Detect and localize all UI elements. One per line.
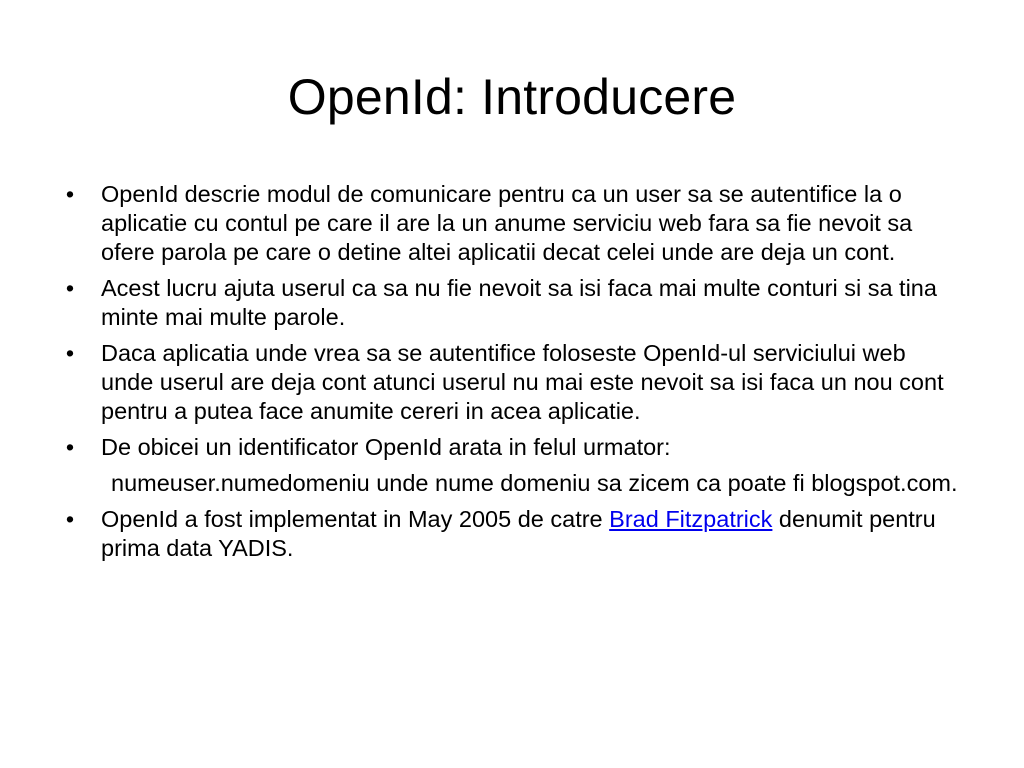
list-item-text: Daca aplicatia unde vrea sa se autentifice foloseste OpenId-ul serviciului web unde userul are deja cont atunci userul nu mai este nevoit sa isi faca un nou cont pentru a putea face anumite cereri in acea aplicatie.	[101, 340, 944, 424]
list-item	[60, 505, 960, 563]
bullet-icon: •	[65, 340, 75, 366]
brad-fitzpatrick-link[interactable]: Brad Fitzpatrick	[609, 506, 773, 532]
slide-title: OpenId: Introducere	[287, 69, 737, 125]
identifier-example-text: numeuser.numedomeniu unde nume domeniu sa zicem ca poate fi blogspot.com.	[111, 470, 958, 496]
list-item-text: Acest lucru ajuta userul ca sa nu fie nevoit sa isi faca mai multe conturi si sa tina minte mai multe parole.	[101, 275, 937, 330]
list-item	[60, 274, 960, 332]
bullet-icon: •	[65, 275, 75, 301]
list-item-continuation	[60, 469, 960, 498]
bullet-icon: •	[65, 506, 75, 532]
list-item-text: OpenId descrie modul de comunicare pentru ca un user sa se autentifice la o aplicatie cu contul pe care il are la un anume serviciu web fara sa fie nevoit sa ofere parola pe care o detine altei aplicatii decat celei unde are deja un cont.	[101, 181, 913, 265]
list-item	[60, 339, 960, 426]
list-item-text-tail: denumit pentru prima data YADIS.	[101, 506, 936, 561]
list-item	[60, 433, 960, 462]
list-item	[60, 180, 960, 267]
bullet-icon: •	[65, 181, 75, 207]
bullet-list	[60, 180, 960, 570]
bullet-icon: •	[65, 434, 75, 460]
list-item-text: OpenId a fost implementat in May 2005 de catre	[101, 506, 610, 532]
list-item-text: De obicei un identificator OpenId arata in felul urmator:	[101, 434, 671, 460]
